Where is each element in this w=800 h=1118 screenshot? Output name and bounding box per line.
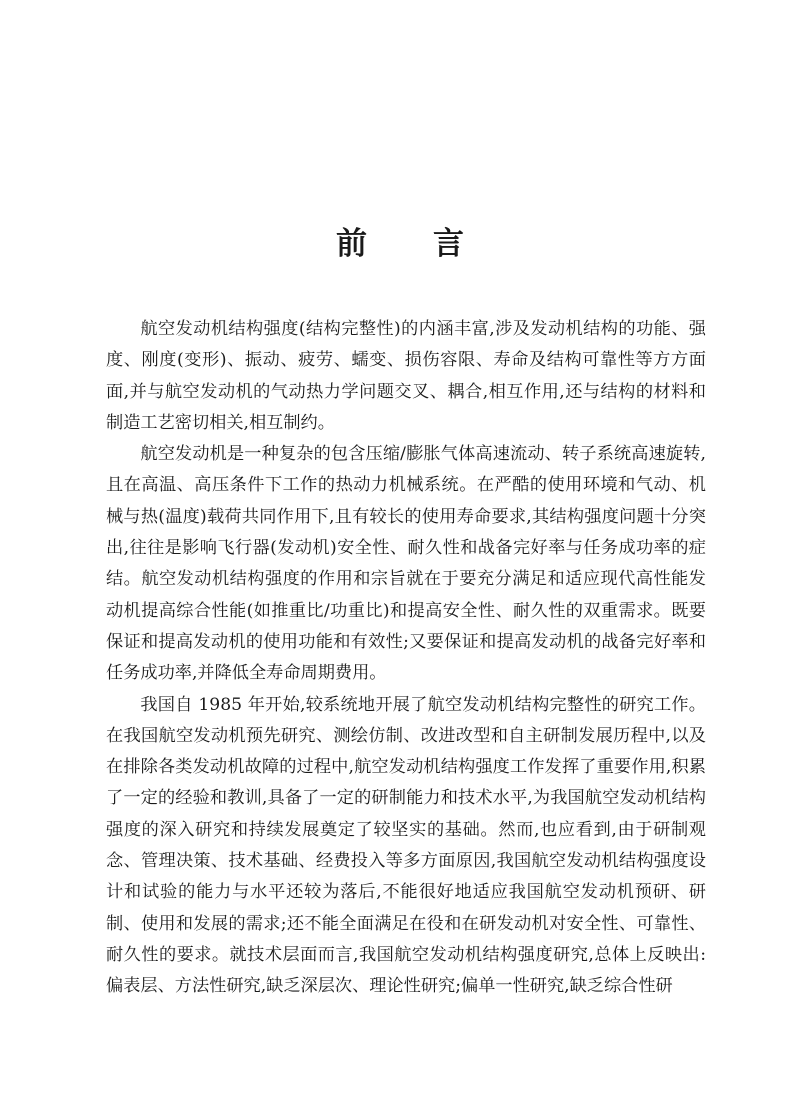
title-char-1: 前 [336, 226, 367, 262]
paragraph-1: 航空发动机结构强度(结构完整性)的内涵丰富,涉及发动机结构的功能、强度、刚度(变形)、振动、疲劳、蠕变、损伤容限、寿命及结构可靠性等方方面面,并与航空发动机的气动热力学问题交叉、耦合,相互作用,还与结构的材料和制造工艺密切相关,相互制约。 [106, 319, 706, 433]
title-char-2: 言 [433, 226, 464, 262]
page-title [0, 218, 800, 263]
paragraph-2: 航空发动机是一种复杂的包含压缩/膨胀气体高速流动、转子系统高速旋转,且在高温、高压条件下工作的热动力机械系统。在严酷的使用环境和气动、机械与热(温度)载荷共同作用下,且有较长的使用寿命要求,其结构强度问题十分突出,往往是影响飞行器(发动机)安全性、耐久性和战备完好率与任务成功率的症结。航空发动机结构强度的作用和宗旨就在于要充分满足和适应现代高性能发动机提高综合性能(如推重比/功重比)和提高安全性、耐久性的双重需求。既要保证和提高发动机的使用功能和有效性;又要保证和提高发动机的战备完好率和任务成功率,并降低全寿命周期费用。 [106, 444, 706, 684]
preface-body [106, 314, 706, 1003]
paragraph-3: 我国自 1985 年开始,较系统地开展了航空发动机结构完整性的研究工作。在我国航空发动机预先研究、测绘仿制、改进改型和自主研制发展历程中,以及在排除各类发动机故障的过程中,航空发动机结构强度工作发挥了重要作用,积累了一定的经验和教训,具备了一定的研制能力和技术水平,为我国航空发动机结构强度的深入研究和持续发展奠定了较坚实的基础。然而,也应看到,由于研制观念、管理决策、技术基础、经费投入等多方面原因,我国航空发动机结构强度设计和试验的能力与水平还较为落后,不能很好地适应我国航空发动机预研、研制、使用和发展的需求;还不能全面满足在役和在研发动机对安全性、可靠性、耐久性的要求。就技术层面而言,我国航空发动机结构强度研究,总体上反映出:偏表层、方法性研究,缺乏深层次、理论性研究;偏单一性研究,缺乏综合性研 [106, 694, 706, 997]
